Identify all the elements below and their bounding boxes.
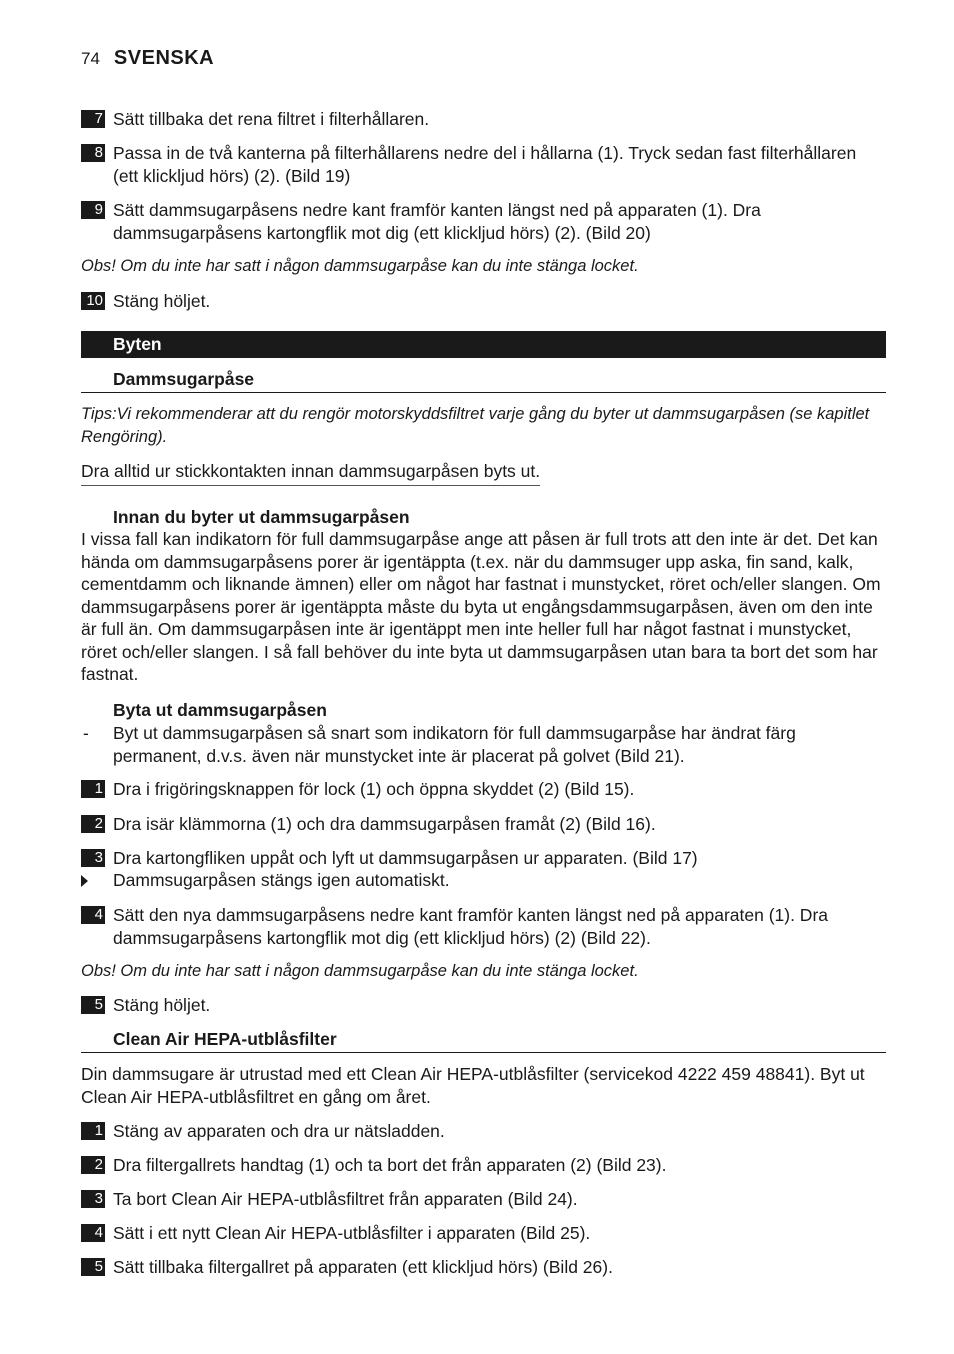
step-text: Dra filtergallrets handtag (1) och ta bort det från apparaten (2) (Bild 23). (113, 1155, 667, 1175)
step-number: 8 (81, 144, 105, 162)
step-text: Passa in de två kanterna på filterhållarens nedre del i hållarna (1). Tryck sedan fast filterhållaren (ett klickljud hörs) (2). (Bild 19) (113, 143, 857, 186)
step-hepa-2 (81, 1154, 886, 1177)
step-number: 7 (81, 110, 105, 128)
step-text: Sätt den nya dammsugarpåsens nedre kant framför kanten längst ned på apparaten (1). Dra dammsugarpåsens kartongflik mot dig (ett klickljud hörs) (2) (Bild 22). (113, 905, 829, 948)
step-text: Stäng höljet. (113, 995, 211, 1015)
tip-text: Tips:Vi rekommenderar att du rengör motorskyddsfiltret varje gång du byter ut dammsugarpåsen (se kapitlet Rengöring). (81, 405, 870, 446)
step-number: 10 (81, 292, 105, 310)
subheading-text: Innan du byter ut dammsugarpåsen (113, 507, 410, 527)
language-title: SVENSKA (113, 47, 215, 69)
dash-item (81, 722, 886, 767)
hepa-paragraph: Din dammsugare är utrustad med ett Clean Air HEPA-utblåsfilter (servicekod 4222 459 48841). Byt ut Clean Air HEPA-utblåsfiltret en gång om året. (81, 1064, 865, 1107)
subheading-byta (81, 699, 886, 721)
subheading-hepa (81, 1028, 886, 1053)
step-byta-5 (81, 994, 886, 1017)
step-byta-3 (81, 847, 886, 870)
step-number: 3 (81, 1190, 105, 1208)
warning-text: Dra alltid ur stickkontakten innan dammsugarpåsen byts ut. (81, 460, 540, 486)
innan-paragraph: I vissa fall kan indikatorn för full dammsugarpåse ange att påsen är full trots att den inte är det. Det kan hända om dammsugarpåsens porer är igentäppta (t.ex. när du dammsuger upp aska, fin sand, kalk, cementdamm och liknande ämnen) eller om något har fastnat i munstycket, röret och/eller slangen. Om dammsugarpåsens porer är igentäppta måste du byta ut engångsdammsugarpåsen, även om den inte är full än. Om dammsugarpåsen inte är igentäppt men inte heller full har något fastnat i munstycket, röret och/eller slangen. I så fall behöver du inte byta ut dammsugarpåsen utan bara ta bort det som har fastnat. (81, 529, 881, 684)
dash-mark: - (83, 723, 89, 743)
step-number: 5 (81, 1258, 105, 1276)
step-number: 4 (81, 906, 105, 924)
note-no-bag-2: Obs! Om du inte har satt i någon dammsugarpåse kan du inte stänga locket. (81, 962, 639, 980)
subheading-innan (81, 506, 886, 528)
subheading-dammsugarpase (81, 368, 886, 393)
step-text: Dra i frigöringsknappen för lock (1) och öppna skyddet (2) (Bild 15). (113, 779, 635, 799)
step-hepa-1 (81, 1120, 886, 1143)
step-number: 5 (81, 996, 105, 1014)
bullet-text: Dammsugarpåsen stängs igen automatiskt. (113, 870, 450, 890)
step-number: 2 (81, 1156, 105, 1174)
step-number: 1 (81, 1122, 105, 1140)
page-header (81, 47, 214, 70)
dash-text: Byt ut dammsugarpåsen så snart som indikatorn för full dammsugarpåse har ändrat färg permanent, d.v.s. även när munstycket inte är placerat på golvet (Bild 21). (113, 723, 796, 766)
step-number: 9 (81, 201, 105, 219)
step-hepa-4 (81, 1222, 886, 1245)
step-number: 4 (81, 1224, 105, 1242)
step-text: Stäng höljet. (113, 291, 211, 311)
step-byta-4 (81, 904, 886, 949)
step-8 (81, 142, 886, 187)
step-text: Sätt dammsugarpåsens nedre kant framför kanten längst ned på apparaten (1). Dra dammsugarpåsens kartongflik mot dig (ett klickljud hörs) (2). (Bild 20) (113, 200, 761, 243)
step-text: Stäng av apparaten och dra ur nätsladden. (113, 1121, 445, 1141)
step-text: Dra kartongfliken uppåt och lyft ut dammsugarpåsen ur apparaten. (Bild 17) (113, 848, 698, 868)
section-header-byten (81, 331, 886, 358)
subheading-text: Dammsugarpåse (113, 369, 255, 389)
step-10 (81, 290, 886, 313)
note-no-bag: Obs! Om du inte har satt i någon dammsugarpåse kan du inte stänga locket. (81, 257, 639, 275)
subheading-text: Byta ut dammsugarpåsen (113, 700, 327, 720)
step-hepa-5 (81, 1256, 886, 1279)
step-text: Sätt tillbaka filtergallret på apparaten (ett klickljud hörs) (Bild 26). (113, 1257, 613, 1277)
step-9 (81, 199, 886, 244)
result-bullet (81, 869, 886, 892)
step-byta-1 (81, 778, 886, 801)
step-text: Dra isär klämmorna (1) och dra dammsugarpåsen framåt (2) (Bild 16). (113, 814, 656, 834)
warning-paragraph (81, 460, 886, 486)
step-text: Ta bort Clean Air HEPA-utblåsfiltret från apparaten (Bild 24). (113, 1189, 578, 1209)
step-text: Sätt tillbaka det rena filtret i filterhållaren. (113, 109, 430, 129)
step-hepa-3 (81, 1188, 886, 1211)
step-byta-2 (81, 813, 886, 836)
step-7 (81, 108, 886, 131)
step-number: 2 (81, 815, 105, 833)
section-title: Byten (113, 334, 162, 354)
page-number: 74 (81, 49, 100, 68)
arrow-bullet-icon (81, 875, 88, 887)
step-text: Sätt i ett nytt Clean Air HEPA-utblåsfilter i apparaten (Bild 25). (113, 1223, 591, 1243)
subheading-text: Clean Air HEPA-utblåsfilter (113, 1029, 337, 1049)
step-number: 1 (81, 780, 105, 798)
step-number: 3 (81, 849, 105, 867)
